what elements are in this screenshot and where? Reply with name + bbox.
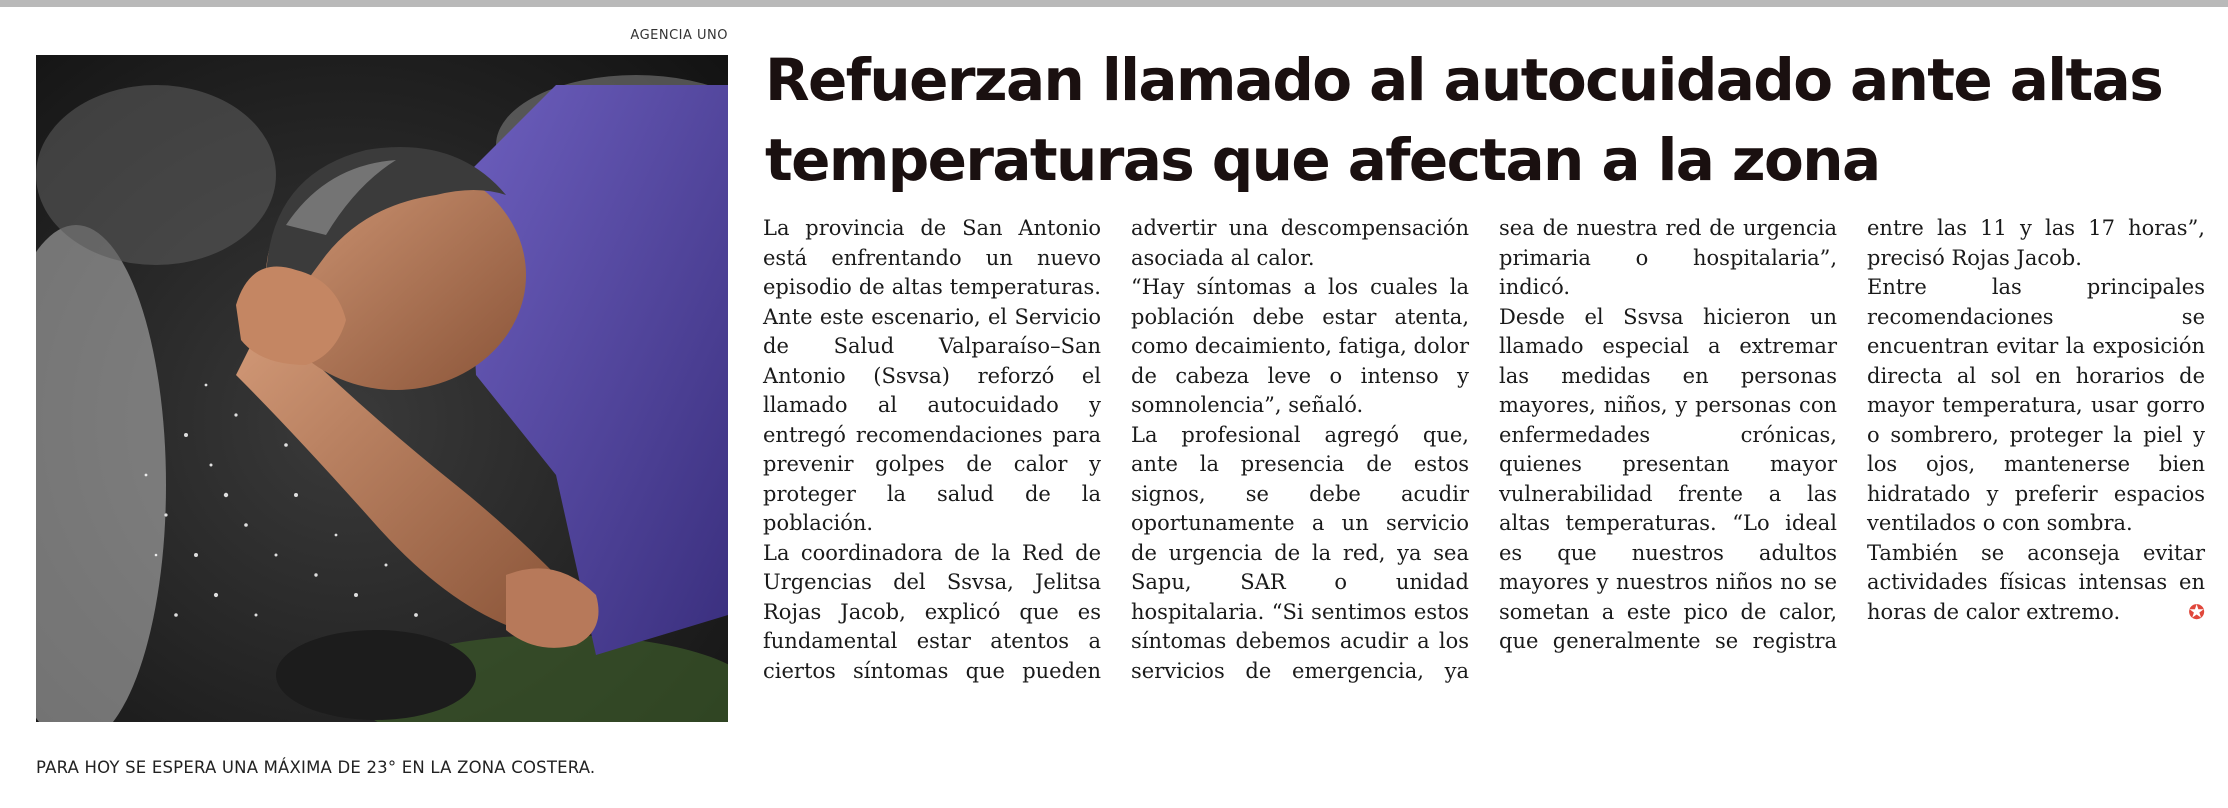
article-photo: [36, 55, 728, 722]
article-paragraph-final-text: También se aconseja evitar actividades físicas intensas en horas de calor extremo.: [1867, 540, 2205, 624]
article-paragraph: La profesional agregó que, ante la presencia de estos signos, se debe acudir oportunamente a un servicio de urgencia de la red, ya sea Sapu, SAR o unidad hospitalaria. “Si sentimos estos síntomas debemos acudir a los servicios de emergencia, ya sea de nuestra red de urgencia primaria o hospitalaria”, indicó.: [1131, 216, 1837, 683]
article-paragraph-last: [1867, 539, 2205, 628]
headline: Refuerzan llamado al autocuidado ante altas temperaturas que afectan a la zona: [765, 46, 2163, 194]
top-rule: [0, 0, 2228, 7]
photo-caption: PARA HOY SE ESPERA UNA MÁXIMA DE 23° EN LA ZONA COSTERA.: [36, 758, 596, 777]
article-paragraph: Entre las principales recomendaciones se encuentran evitar la exposición directa al sol en horarios de mayor temperatura, usar gorro o sombrero, proteger la piel y los ojos, mantenerse bien hidratado y preferir espacios ventilados o con sombra.: [1867, 275, 2205, 535]
article-paragraph: La coordinadora de la Red de Urgencias del Ssvsa, Jelitsa Rojas Jacob, explicó que es fundamental estar atentos a ciertos síntomas que pueden advertir una descompensación asociada al calor.: [763, 216, 1469, 683]
article-paragraph: “Hay síntomas a los cuales la población debe estar atenta, como decaimiento, fatiga, dolor de cabeza leve o intenso y somnolencia”, señaló.: [1131, 275, 1469, 417]
article-paragraph: La provincia de San Antonio está enfrentando un nuevo episodio de altas temperaturas. Ante este escenario, el Servicio de Salud Valparaíso–San Antonio (Ssvsa) reforzó el llamado al autocuidado y entregó recomendaciones para prevenir golpes de calor y proteger la salud de la población.: [763, 216, 1101, 535]
end-of-article-star-icon: ✪: [2188, 599, 2205, 624]
article-paragraph: Desde el Ssvsa hicieron un llamado especial a extremar las medidas en personas mayores, niños, y personas con enfermedades crónicas, quienes presentan mayor vulnerabilidad frente a las altas temperaturas. “Lo ideal es que nuestros adultos mayores y nuestros niños no se sometan a este pico de calor, que generalmente se registra entre las 11 y las 17 horas”, precisó Rojas Jacob.: [1499, 216, 2205, 653]
article-body: [763, 214, 2205, 794]
photo-credit: AGENCIA UNO: [630, 28, 728, 43]
